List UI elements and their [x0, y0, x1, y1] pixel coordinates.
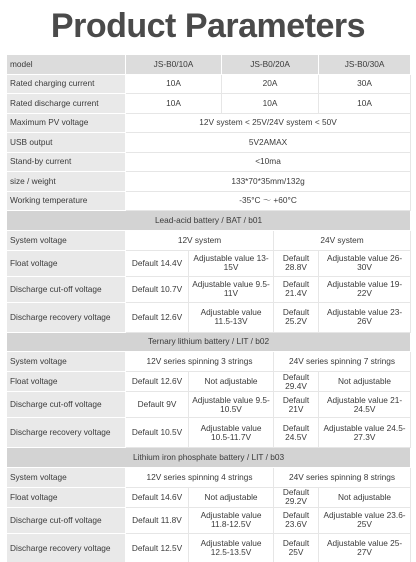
cell-value: Not adjustable — [189, 487, 274, 507]
row-label: Discharge cut-off voltage — [7, 507, 126, 533]
cell-value: Adjustable value 21-24.5V — [319, 392, 411, 418]
model-20a: JS-B0/20A — [222, 55, 319, 75]
row-label: size / weight — [7, 172, 126, 192]
row-label: Discharge cut-off voltage — [7, 276, 126, 302]
row-label: Float voltage — [7, 250, 126, 276]
row-label: Rated charging current — [7, 74, 126, 94]
row-label: Working temperature — [7, 191, 126, 211]
cell-value: Adjustable value 12.5-13.5V — [189, 533, 274, 562]
cell-value: 10A — [319, 94, 411, 114]
cell-value: 12V series spinning 4 strings — [126, 467, 274, 487]
table-row — [7, 113, 411, 133]
cell-value: Default 21.4V — [274, 276, 319, 302]
cell-value: Adjustable value 10.5-11.7V — [189, 418, 274, 448]
cell-value: Not adjustable — [319, 487, 411, 507]
cell-value: 5V2AMAX — [126, 133, 411, 153]
row-label: USB output — [7, 133, 126, 153]
row-label: Float voltage — [7, 372, 126, 392]
cell-value: Default 29.2V — [274, 487, 319, 507]
table-row — [7, 533, 411, 562]
table-row — [7, 507, 411, 533]
table-row — [7, 133, 411, 153]
parameter-table — [6, 54, 411, 562]
table-row — [7, 276, 411, 302]
table-row — [7, 302, 411, 332]
cell-value: 24V system — [274, 230, 411, 250]
cell-value: Default 24.5V — [274, 418, 319, 448]
row-label: Stand-by current — [7, 152, 126, 172]
cell-value: Adjustable value 13-15V — [189, 250, 274, 276]
table-row-model — [7, 55, 411, 75]
row-label: System voltage — [7, 230, 126, 250]
cell-value: Default 10.5V — [126, 418, 189, 448]
cell-value: Default 21V — [274, 392, 319, 418]
section-header — [7, 448, 411, 468]
cell-value: <10ma — [126, 152, 411, 172]
cell-value: Default 12.6V — [126, 372, 189, 392]
model-label: model — [7, 55, 126, 75]
cell-value: Default 10.7V — [126, 276, 189, 302]
cell-value: Adjustable value 9.5-10.5V — [189, 392, 274, 418]
cell-value: 30A — [319, 74, 411, 94]
cell-value: Default 28.8V — [274, 250, 319, 276]
table-row — [7, 191, 411, 211]
table-row — [7, 352, 411, 372]
row-label: System voltage — [7, 352, 126, 372]
cell-value: 10A — [126, 74, 222, 94]
section-title: Lithium iron phosphate battery / LIT / b03 — [7, 448, 411, 468]
model-30a: JS-B0/30A — [319, 55, 411, 75]
table-row — [7, 172, 411, 192]
table-row — [7, 250, 411, 276]
cell-value: 24V series spinning 7 strings — [274, 352, 411, 372]
cell-value: Default 14.4V — [126, 250, 189, 276]
cell-value: -35°C ～ +60°C — [126, 191, 411, 211]
cell-value: Adjustable value 25-27V — [319, 533, 411, 562]
row-label: Maximum PV voltage — [7, 113, 126, 133]
table-row — [7, 487, 411, 507]
cell-value: Not adjustable — [189, 372, 274, 392]
cell-value: Default 25.2V — [274, 302, 319, 332]
section-header — [7, 211, 411, 231]
cell-value: Default 11.8V — [126, 507, 189, 533]
cell-value: 12V series spinning 3 strings — [126, 352, 274, 372]
cell-value: 10A — [222, 94, 319, 114]
table-row — [7, 392, 411, 418]
page-title: Product Parameters — [50, 7, 366, 45]
table-row — [7, 152, 411, 172]
row-label: Rated discharge current — [7, 94, 126, 114]
section-header — [7, 332, 411, 352]
table-row — [7, 230, 411, 250]
table-row — [7, 94, 411, 114]
table-row — [7, 467, 411, 487]
cell-value: Adjustable value 26-30V — [319, 250, 411, 276]
cell-value: 12V system — [126, 230, 274, 250]
cell-value: 133*70*35mm/132g — [126, 172, 411, 192]
cell-value: Adjustable value 23-26V — [319, 302, 411, 332]
table-row — [7, 418, 411, 448]
row-label: Float voltage — [7, 487, 126, 507]
cell-value: Not adjustable — [319, 372, 411, 392]
cell-value: Adjustable value 23.6-25V — [319, 507, 411, 533]
cell-value: Default 9V — [126, 392, 189, 418]
cell-value: Adjustable value 24.5-27.3V — [319, 418, 411, 448]
cell-value: Default 25V — [274, 533, 319, 562]
cell-value: 20A — [222, 74, 319, 94]
cell-value: Default 23.6V — [274, 507, 319, 533]
cell-value: 12V system < 25V/24V system < 50V — [126, 113, 411, 133]
cell-value: Adjustable value 19-22V — [319, 276, 411, 302]
model-10a: JS-B0/10A — [126, 55, 222, 75]
cell-value: 24V series spinning 8 strings — [274, 467, 411, 487]
cell-value: Adjustable value 9.5-11V — [189, 276, 274, 302]
table-row — [7, 74, 411, 94]
cell-value: Default 12.6V — [126, 302, 189, 332]
row-label: Discharge recovery voltage — [7, 533, 126, 562]
cell-value: Default 12.5V — [126, 533, 189, 562]
row-label: System voltage — [7, 467, 126, 487]
section-title: Lead-acid battery / BAT / b01 — [7, 211, 411, 231]
table-row — [7, 372, 411, 392]
row-label: Discharge recovery voltage — [7, 418, 126, 448]
section-title: Ternary lithium battery / LIT / b02 — [7, 332, 411, 352]
cell-value: Default 14.6V — [126, 487, 189, 507]
row-label: Discharge cut-off voltage — [7, 392, 126, 418]
row-label: Discharge recovery voltage — [7, 302, 126, 332]
cell-value: Default 29.4V — [274, 372, 319, 392]
cell-value: 10A — [126, 94, 222, 114]
cell-value: Adjustable value 11.5-13V — [189, 302, 274, 332]
cell-value: Adjustable value 11.8-12.5V — [189, 507, 274, 533]
